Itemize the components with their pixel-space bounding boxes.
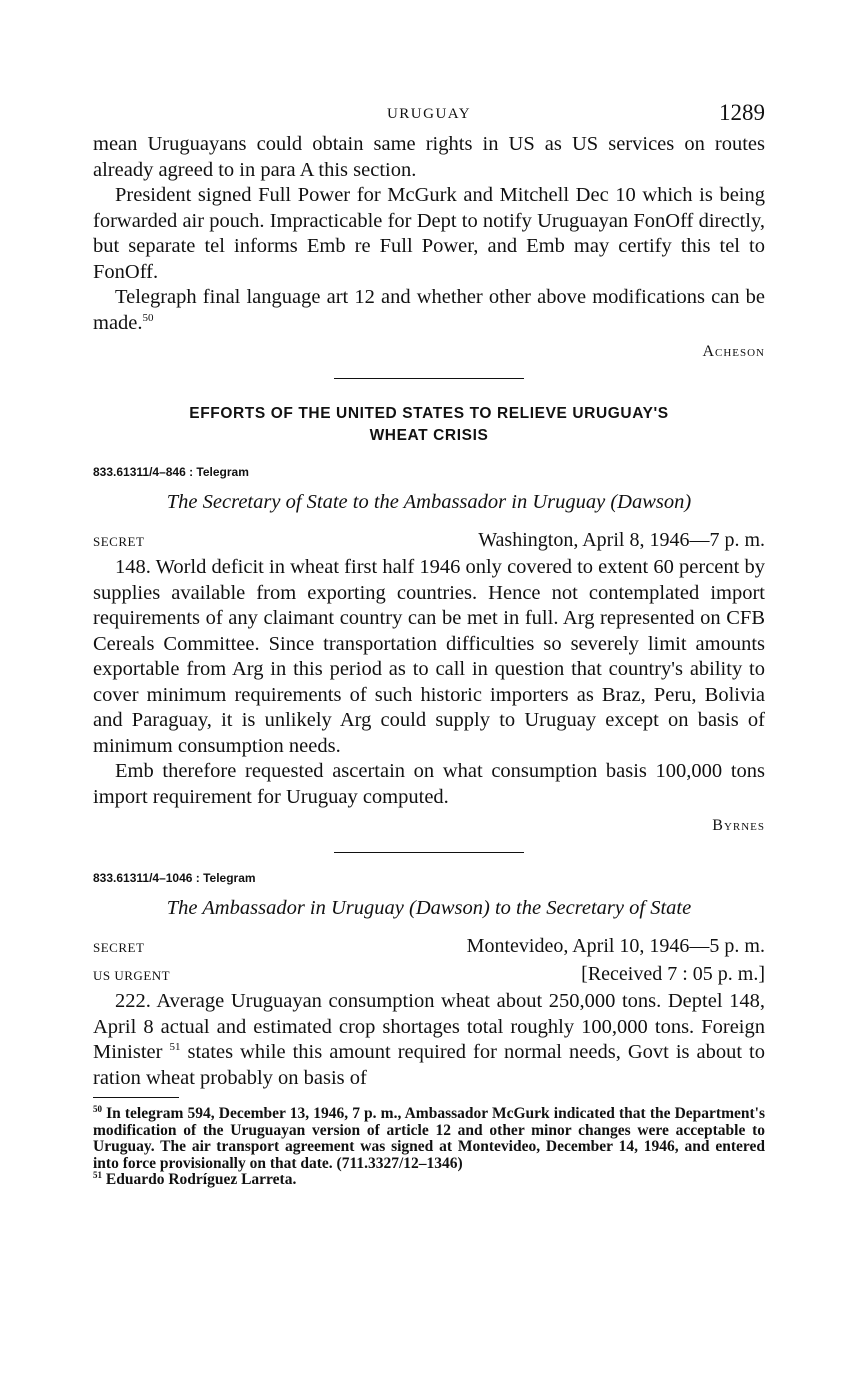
page-number: 1289: [719, 100, 765, 125]
section-heading-line-1: EFFORTS OF THE UNITED STATES TO RELIEVE URUGUAY'S: [189, 405, 669, 422]
file-number-2: 833.61311/4–1046 : Telegram: [93, 871, 256, 885]
document-title-1: The Secretary of State to the Ambassador in Uruguay (Dawson): [166, 491, 692, 513]
footnote-ref-50[interactable]: 50: [142, 311, 154, 324]
place-date-1: Washington, April 8, 1946—7 p. m.: [478, 529, 765, 551]
document-page: [93, 96, 765, 1189]
footnote-51: [93, 1169, 765, 1189]
footnote-mark-50: 50: [93, 1103, 102, 1114]
footnote-mark-51: 51: [93, 1169, 102, 1180]
intro-paragraph-3-text: Telegraph final language art 12 and whether other above modifications can be made.: [93, 286, 765, 334]
intro-paragraph-1: mean Uruguayans could obtain same rights in US as US services on routes already agreed to in para A this section.: [93, 133, 765, 181]
intro-paragraph-2: President signed Full Power for McGurk and Mitchell Dec 10 which is being forwarded air pouch. Impracticable for Dept to notify Uruguayan FonOff directly, but separate tel informs Emb re Full Power, and Emb may certify this tel to FonOff.: [93, 184, 765, 283]
footnote-50: [93, 1103, 765, 1172]
telegram-2-paragraph-1: [93, 989, 765, 1091]
running-header: [93, 96, 765, 132]
classification-1: SECRET: [93, 534, 145, 549]
signature-byrnes: Byrnes: [712, 817, 765, 834]
telegram-2-text-a: 222. Average Uruguayan consumption wheat about 250,000 tons. Deptel 148, April 8 actual and estimated crop shortages total roughly 100,000 tons. Foreign Minister: [93, 990, 765, 1063]
footnote-divider: [93, 1097, 179, 1098]
telegram-2-text-b: states while this amount required for normal needs, Govt is about to ration wheat probably on basis of: [93, 1041, 766, 1089]
section-divider: [334, 378, 524, 379]
telegram-1-paragraph-2: Emb therefore requested ascertain on what consumption basis 100,000 tons import requirement for Uruguay computed.: [93, 760, 765, 808]
footnote-text-50: In telegram 594, December 13, 1946, 7 p. m., Ambassador McGurk indicated that the Department's modification of the Uruguayan version of article 12 and other minor changes were acceptable to Uruguay. The air transport agreement was signed at Montevideo, December 14, 1946, and entered into force provisionally on that date. (711.3327/12–1346): [93, 1105, 765, 1172]
document-divider: [334, 852, 524, 853]
document-title-2: The Ambassador in Uruguay (Dawson) to the Secretary of State: [166, 897, 692, 919]
classification-2: SECRET: [93, 940, 145, 955]
received-note: [Received 7 : 05 p. m.]: [581, 963, 765, 985]
priority-label: US URGENT: [93, 968, 171, 983]
priority-line: [93, 961, 765, 989]
footnote-ref-51[interactable]: 51: [169, 1041, 181, 1054]
place-date-2: Montevideo, April 10, 1946—5 p. m.: [466, 935, 765, 957]
footnote-text-51: Eduardo Rodríguez Larreta.: [105, 1171, 297, 1188]
dateline-2: [93, 933, 765, 961]
intro-paragraph-3: [93, 285, 765, 336]
running-title: URUGUAY: [386, 106, 472, 122]
section-heading: [93, 403, 765, 447]
dateline-1: [93, 527, 765, 555]
section-heading-line-2: WHEAT CRISIS: [369, 427, 489, 444]
telegram-1-paragraph-1: 148. World deficit in wheat first half 1946 only covered to extent 60 percent by supplies available from exporting countries. Hence not contemplated import requirements of any claimant country can be met in full. Arg represented on CFB Cereals Committee. Since transportation difficulties so severely limit amounts exportable from Arg in this period as to call in question that country's ability to cover minimum requirements of such historic importers as Braz, Peru, Bolivia and Paraguay, it is unlikely Arg could supply to Uruguay except on basis of minimum consumption needs.: [93, 556, 765, 757]
file-number-1: 833.61311/4–846 : Telegram: [93, 465, 249, 479]
signature-acheson: Acheson: [702, 343, 765, 360]
